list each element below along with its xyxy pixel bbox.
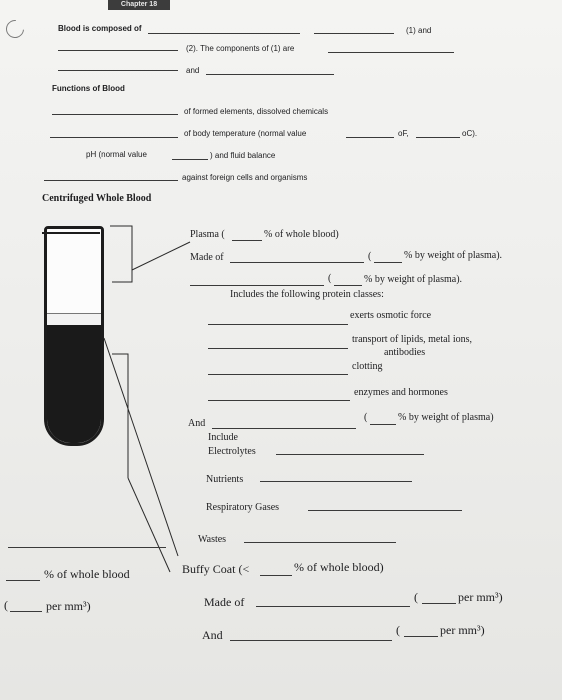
made-of-label: Made of	[204, 595, 245, 609]
blank-line	[260, 575, 292, 576]
plasma-pct-text: % of whole blood)	[264, 229, 339, 240]
blank-line	[208, 374, 348, 375]
and-text: and	[186, 66, 200, 75]
blank-line	[6, 580, 40, 581]
centrifuged-title: Centrifuged Whole Blood	[42, 193, 152, 204]
paren-text: (	[396, 623, 400, 637]
per-mm3-text: per mm³)	[458, 590, 503, 604]
clotting-text: clotting	[352, 361, 383, 372]
blank-line	[260, 481, 412, 482]
blank-line	[244, 542, 396, 543]
blank-line	[370, 424, 396, 425]
blank-line	[10, 611, 42, 612]
pct-weight-text: % by weight of plasma).	[364, 274, 463, 285]
functions-line-1: of formed elements, dissolved chemicals	[184, 107, 329, 116]
blank-line	[208, 400, 350, 401]
blank-line	[374, 262, 402, 263]
whole-blood-pct-text: % of whole blood	[44, 567, 130, 581]
blank-line	[190, 285, 324, 286]
buffy-coat-label: Buffy Coat (<	[182, 562, 250, 576]
electrolytes-label: Electrolytes	[208, 446, 256, 457]
paren-text: (	[328, 273, 332, 284]
blank-line	[208, 348, 348, 349]
blank-line	[212, 428, 356, 429]
osmotic-text: exerts osmotic force	[350, 310, 432, 321]
plasma-label: Plasma (	[190, 229, 225, 240]
wastes-label: Wastes	[198, 534, 227, 545]
blank-line	[404, 636, 438, 637]
enzymes-text: enzymes and hormones	[354, 387, 448, 398]
include-label: Include	[208, 432, 238, 443]
blank-line	[422, 603, 456, 604]
pct-weight-text: % by weight of plasma)	[398, 412, 494, 423]
and-label: And	[202, 628, 223, 642]
blank-line	[230, 262, 364, 263]
functions-title: Functions of Blood	[52, 84, 125, 93]
per-mm3-text: per mm³)	[440, 623, 485, 637]
components-text: (2). The components of (1) are	[186, 44, 295, 53]
functions-line-4: against foreign cells and organisms	[182, 173, 308, 182]
one-and-text: (1) and	[406, 26, 432, 35]
nutrients-label: Nutrients	[206, 474, 244, 485]
paren-text: (	[4, 598, 8, 612]
per-mm3-text: per mm³)	[46, 599, 91, 613]
transport-text-2: antibodies	[384, 347, 426, 358]
deg-c-text: oC).	[462, 129, 478, 138]
transport-text-1: transport of lipids, metal ions,	[352, 334, 472, 345]
blood-composed-text: Blood is composed of	[58, 24, 142, 33]
pct-weight-text: % by weight of plasma).	[404, 250, 503, 261]
functions-line-2: of body temperature (normal value	[184, 129, 307, 138]
blank-line	[232, 240, 262, 241]
deg-f-text: oF,	[398, 129, 409, 138]
ph-end-text: ) and fluid balance	[210, 151, 276, 160]
paren-text: (	[364, 412, 368, 423]
blank-line	[256, 606, 410, 607]
and-label: And	[188, 418, 206, 429]
paren-text: (	[368, 251, 372, 262]
ph-label: pH (normal value	[86, 150, 147, 159]
blank-line	[230, 640, 392, 641]
buffy-pct-text: % of whole blood)	[294, 560, 384, 574]
made-of-label: Made of	[190, 252, 224, 263]
chapter-header: Chapter 18	[108, 0, 170, 10]
blank-line	[308, 510, 462, 511]
includes-text: Includes the following protein classes:	[230, 289, 384, 300]
paren-text: (	[414, 590, 418, 604]
respiratory-gases-label: Respiratory Gases	[206, 502, 280, 513]
blank-line	[334, 285, 362, 286]
blank-line	[208, 324, 348, 325]
blank-line	[276, 454, 424, 455]
blank-line	[8, 547, 166, 548]
